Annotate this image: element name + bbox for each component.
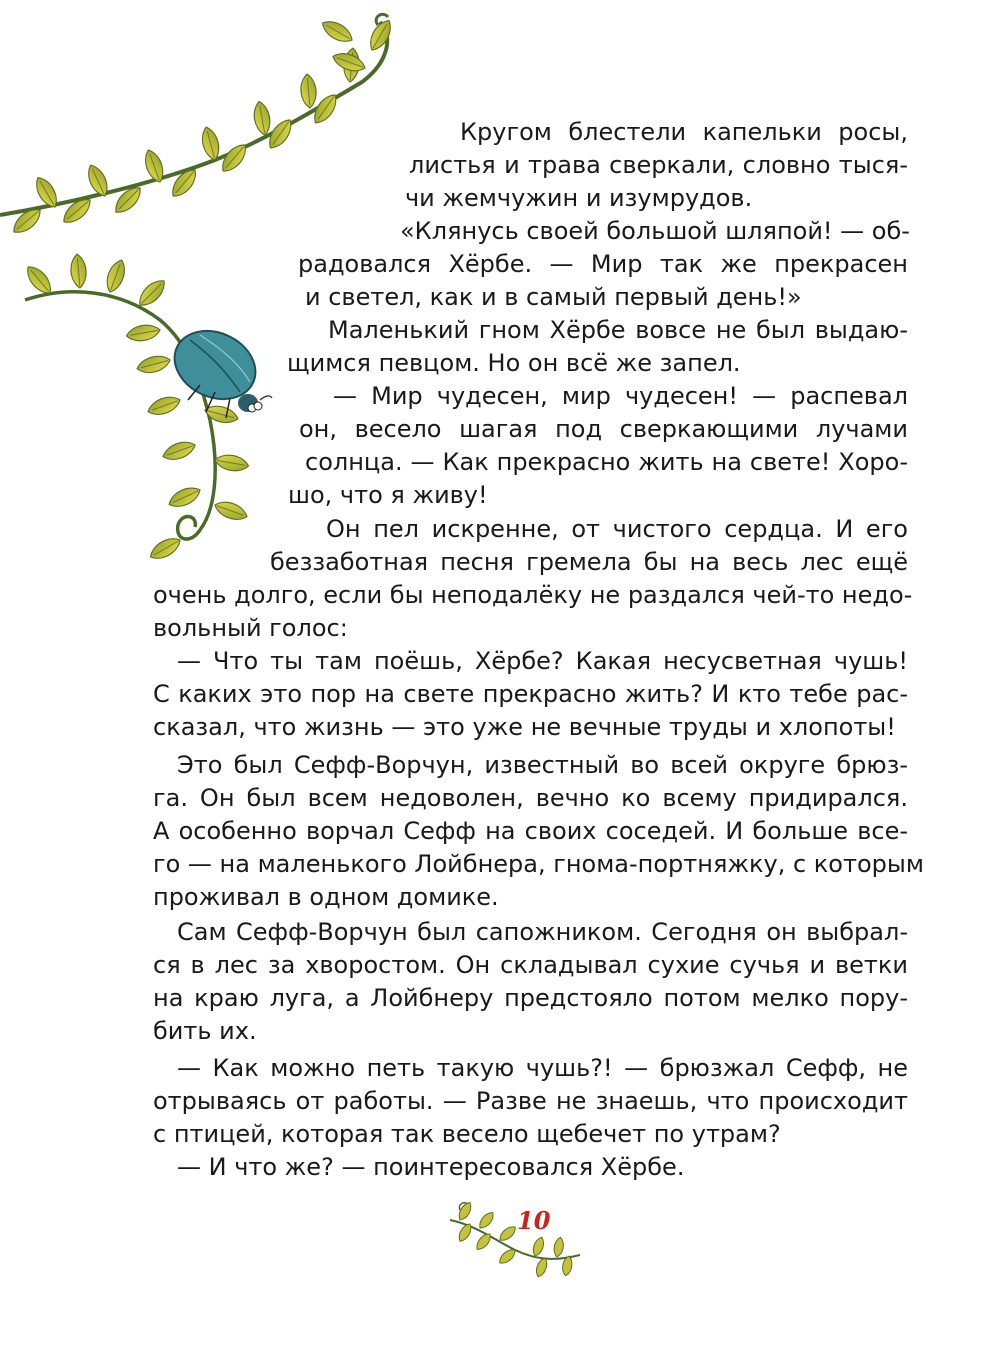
- beetle-illustration: [163, 318, 272, 418]
- footer-leaf-ornament: [445, 1190, 585, 1280]
- leaf-group-bottom: [22, 253, 249, 563]
- text-line: га. Он был всем недоволен, вечно ко всему придирался.: [153, 784, 908, 812]
- text-line: солнца. — Как прекрасно жить на свете! Хоро-: [305, 448, 908, 476]
- text-line: и светел, как и в самый первый день!»: [305, 283, 802, 311]
- text-line: С каких это пор на свете прекрасно жить? И кто тебе рас-: [153, 680, 908, 708]
- text-line: Он пел искренне, от чистого сердца. И его: [326, 515, 908, 543]
- text-line: отрываясь от работы. — Разве не знаешь, что происходит: [153, 1087, 908, 1115]
- text-line: Это был Сефф-Ворчун, известный во всей округе брюз-: [177, 751, 908, 779]
- text-line: бить их.: [153, 1017, 257, 1045]
- text-line: проживал в одном домике.: [153, 883, 499, 911]
- text-line: вольный голос:: [153, 614, 348, 642]
- text-line: Сам Сефф-Ворчун был сапожником. Сегодня он выбрал-: [177, 918, 908, 946]
- text-line: ся в лес за хворостом. Он складывал сухие сучья и ветки: [153, 951, 908, 979]
- text-line: он, весело шагая под сверкающими лучами: [299, 415, 908, 443]
- text-line: Кругом блестели капельки росы,: [460, 118, 908, 146]
- text-line: Маленький гном Хёрбе вовсе не был выдаю-: [328, 316, 908, 344]
- text-line: чи жемчужин и изумрудов.: [405, 184, 753, 212]
- text-line: «Клянусь своей большой шляпой! — об-: [400, 217, 910, 245]
- text-line: — И что же? — поинтересовался Хёрбе.: [177, 1153, 685, 1181]
- text-line: очень долго, если бы неподалёку не раздался чей-то недо-: [153, 581, 913, 609]
- text-line: беззаботная песня гремела бы на весь лес ещё: [270, 548, 908, 576]
- text-line: — Что ты там поёшь, Хёрбе? Какая несусветная чушь!: [177, 647, 908, 675]
- text-line: на краю луга, а Лойбнеру предстояло потом мелко пору-: [153, 984, 908, 1012]
- text-line: с птицей, которая так весело щебечет по утрам?: [153, 1120, 781, 1148]
- text-line: го — на маленького Лойбнера, гнома-портняжку, с которым: [153, 850, 924, 878]
- text-line: радовался Хёрбе. — Мир так же прекрасен: [298, 250, 908, 278]
- text-line: — Как можно петь такую чушь?! — брюзжал Сефф, не: [177, 1054, 908, 1082]
- text-line: шо, что я живу!: [288, 481, 488, 509]
- text-line: А особенно ворчал Сефф на своих соседей. И больше все-: [153, 817, 908, 845]
- text-line: щимся певцом. Но он всё же запел.: [287, 349, 741, 377]
- text-line: сказал, что жизнь — это уже не вечные труды и хлопоты!: [153, 713, 896, 741]
- leaf-group-top: [9, 17, 395, 238]
- text-line: листья и трава сверкали, словно тыся-: [409, 151, 908, 179]
- text-line: — Мир чудесен, мир чудесен! — распевал: [333, 382, 908, 410]
- page-number: 10: [517, 1206, 551, 1235]
